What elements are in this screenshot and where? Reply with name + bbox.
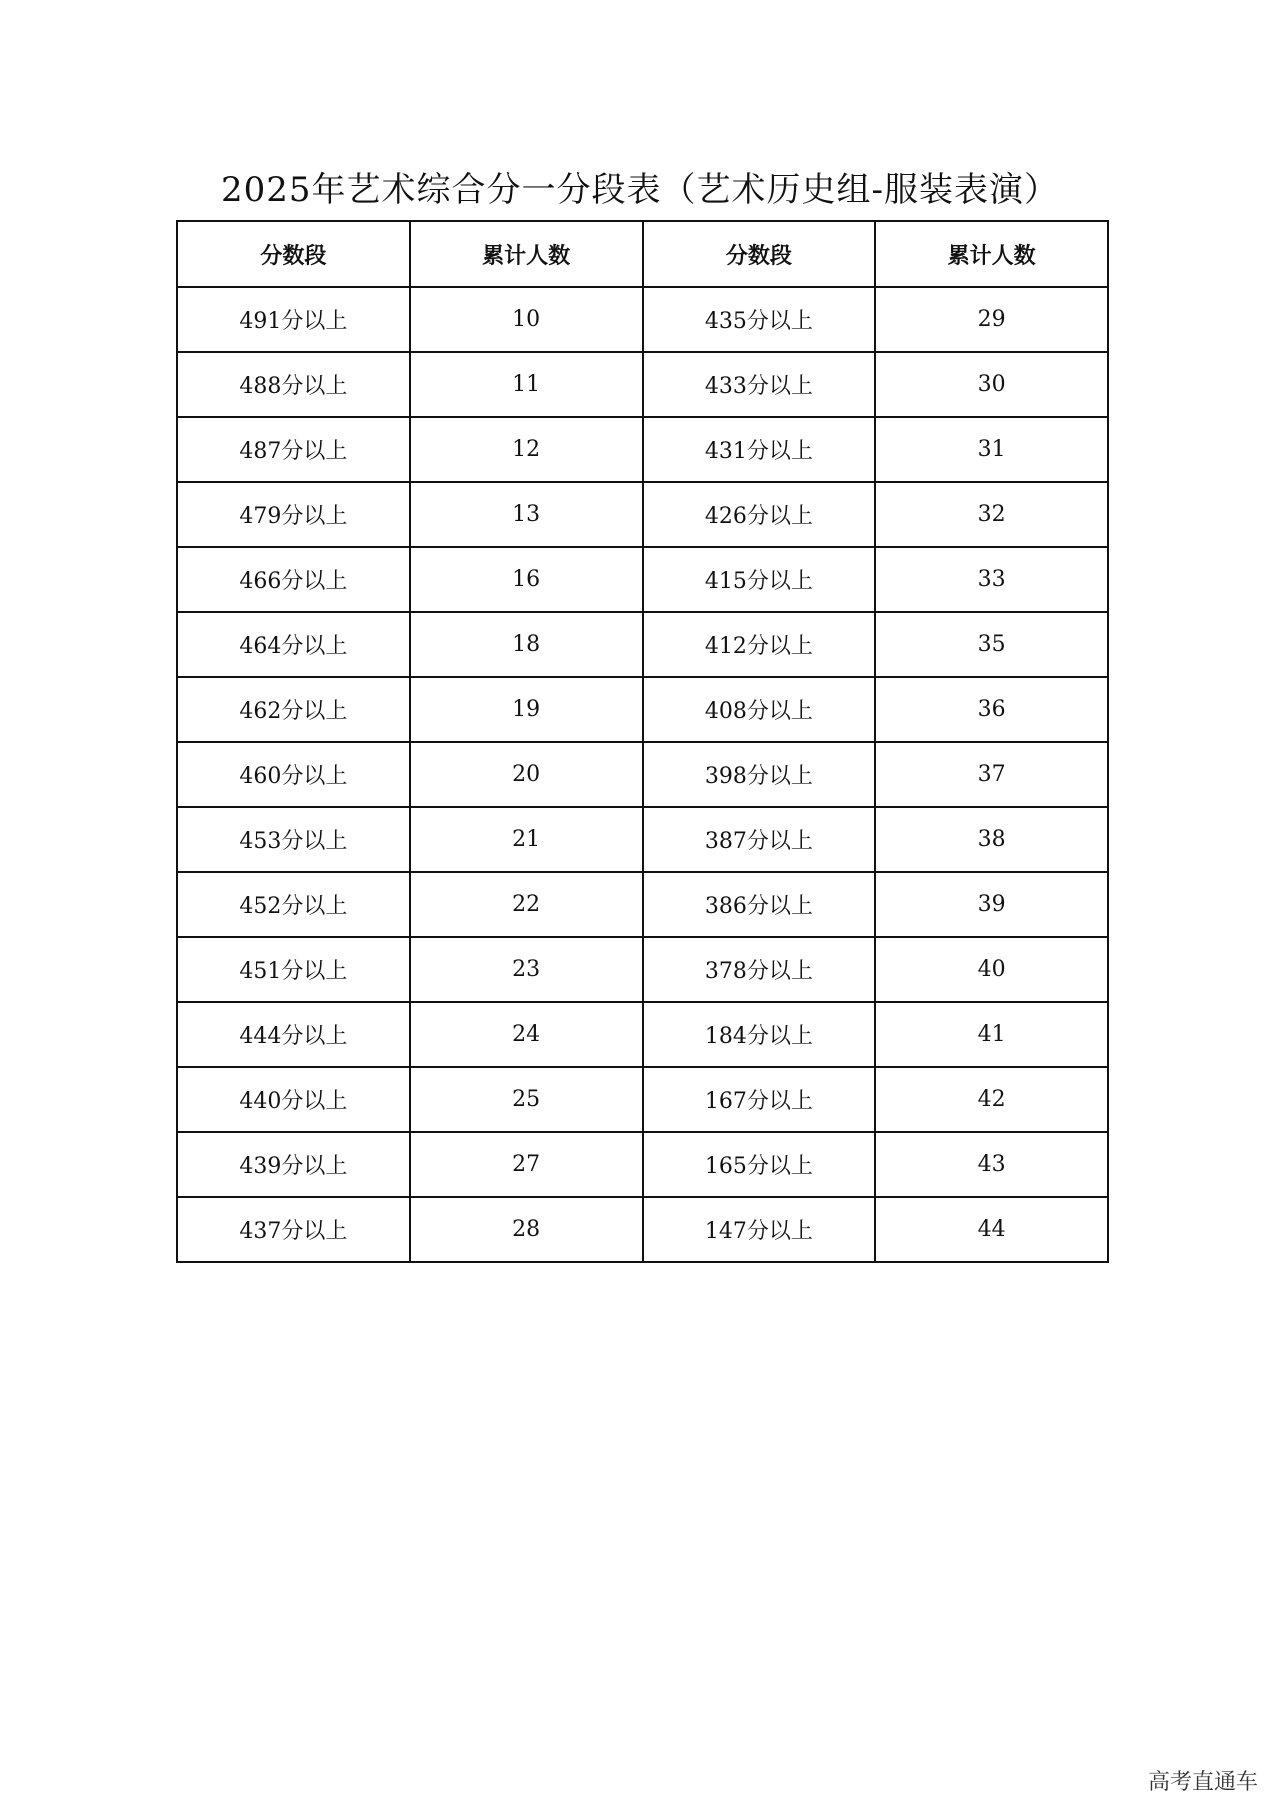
cell-score-range-left: 466分以上 xyxy=(177,547,410,612)
cell-cumulative-count-right: 39 xyxy=(875,872,1108,937)
header-cumulative-count-right: 累计人数 xyxy=(875,221,1108,287)
cell-score-range-left: 462分以上 xyxy=(177,677,410,742)
cell-cumulative-count-left: 24 xyxy=(410,1002,643,1067)
cell-score-range-right: 165分以上 xyxy=(643,1132,876,1197)
cell-score-range-left: 479分以上 xyxy=(177,482,410,547)
cell-cumulative-count-left: 10 xyxy=(410,287,643,352)
cell-score-range-right: 426分以上 xyxy=(643,482,876,547)
table-row xyxy=(177,1132,1108,1197)
cell-score-range-left: 437分以上 xyxy=(177,1197,410,1262)
cell-cumulative-count-left: 25 xyxy=(410,1067,643,1132)
cell-score-range-left: 460分以上 xyxy=(177,742,410,807)
cell-cumulative-count-right: 36 xyxy=(875,677,1108,742)
table-row xyxy=(177,1002,1108,1067)
cell-score-range-left: 464分以上 xyxy=(177,612,410,677)
cell-cumulative-count-left: 18 xyxy=(410,612,643,677)
table-row xyxy=(177,742,1108,807)
cell-cumulative-count-left: 12 xyxy=(410,417,643,482)
cell-score-range-left: 491分以上 xyxy=(177,287,410,352)
cell-cumulative-count-right: 37 xyxy=(875,742,1108,807)
cell-score-range-left: 453分以上 xyxy=(177,807,410,872)
header-score-range-left: 分数段 xyxy=(177,221,410,287)
cell-cumulative-count-right: 35 xyxy=(875,612,1108,677)
table-row xyxy=(177,1197,1108,1262)
cell-cumulative-count-right: 33 xyxy=(875,547,1108,612)
cell-cumulative-count-left: 22 xyxy=(410,872,643,937)
table-row xyxy=(177,482,1108,547)
cell-cumulative-count-right: 29 xyxy=(875,287,1108,352)
page-title: 2025年艺术综合分一分段表（艺术历史组-服装表演） xyxy=(220,170,1059,210)
table-row xyxy=(177,807,1108,872)
table-row xyxy=(177,547,1108,612)
cell-cumulative-count-right: 42 xyxy=(875,1067,1108,1132)
cell-score-range-left: 444分以上 xyxy=(177,1002,410,1067)
cell-score-range-right: 167分以上 xyxy=(643,1067,876,1132)
cell-cumulative-count-left: 23 xyxy=(410,937,643,1002)
cell-cumulative-count-left: 16 xyxy=(410,547,643,612)
cell-score-range-right: 387分以上 xyxy=(643,807,876,872)
cell-cumulative-count-left: 21 xyxy=(410,807,643,872)
watermark: 高考直通车 xyxy=(1147,1770,1258,1795)
cell-cumulative-count-left: 27 xyxy=(410,1132,643,1197)
table-row xyxy=(177,612,1108,677)
cell-score-range-left: 452分以上 xyxy=(177,872,410,937)
cell-score-range-left: 451分以上 xyxy=(177,937,410,1002)
cell-score-range-right: 386分以上 xyxy=(643,872,876,937)
table-row xyxy=(177,677,1108,742)
cell-score-range-right: 408分以上 xyxy=(643,677,876,742)
table-row xyxy=(177,287,1108,352)
cell-cumulative-count-right: 38 xyxy=(875,807,1108,872)
cell-score-range-right: 435分以上 xyxy=(643,287,876,352)
table-body xyxy=(177,287,1108,1262)
score-table xyxy=(176,220,1109,1263)
cell-score-range-left: 440分以上 xyxy=(177,1067,410,1132)
table-row xyxy=(177,1067,1108,1132)
cell-score-range-left: 439分以上 xyxy=(177,1132,410,1197)
cell-score-range-left: 488分以上 xyxy=(177,352,410,417)
table-row xyxy=(177,417,1108,482)
cell-score-range-right: 147分以上 xyxy=(643,1197,876,1262)
cell-cumulative-count-left: 11 xyxy=(410,352,643,417)
cell-cumulative-count-right: 44 xyxy=(875,1197,1108,1262)
cell-cumulative-count-right: 40 xyxy=(875,937,1108,1002)
cell-cumulative-count-right: 41 xyxy=(875,1002,1108,1067)
table-header-row xyxy=(177,221,1108,287)
table-row xyxy=(177,872,1108,937)
table-row xyxy=(177,937,1108,1002)
cell-cumulative-count-right: 43 xyxy=(875,1132,1108,1197)
cell-score-range-right: 184分以上 xyxy=(643,1002,876,1067)
cell-cumulative-count-right: 30 xyxy=(875,352,1108,417)
cell-score-range-right: 415分以上 xyxy=(643,547,876,612)
cell-score-range-right: 433分以上 xyxy=(643,352,876,417)
cell-score-range-right: 431分以上 xyxy=(643,417,876,482)
cell-score-range-right: 398分以上 xyxy=(643,742,876,807)
cell-cumulative-count-left: 19 xyxy=(410,677,643,742)
cell-score-range-right: 378分以上 xyxy=(643,937,876,1002)
cell-cumulative-count-left: 28 xyxy=(410,1197,643,1262)
table-row xyxy=(177,352,1108,417)
header-score-range-right: 分数段 xyxy=(643,221,876,287)
cell-cumulative-count-left: 13 xyxy=(410,482,643,547)
cell-cumulative-count-right: 31 xyxy=(875,417,1108,482)
cell-cumulative-count-left: 20 xyxy=(410,742,643,807)
header-cumulative-count-left: 累计人数 xyxy=(410,221,643,287)
cell-cumulative-count-right: 32 xyxy=(875,482,1108,547)
cell-score-range-left: 487分以上 xyxy=(177,417,410,482)
cell-score-range-right: 412分以上 xyxy=(643,612,876,677)
